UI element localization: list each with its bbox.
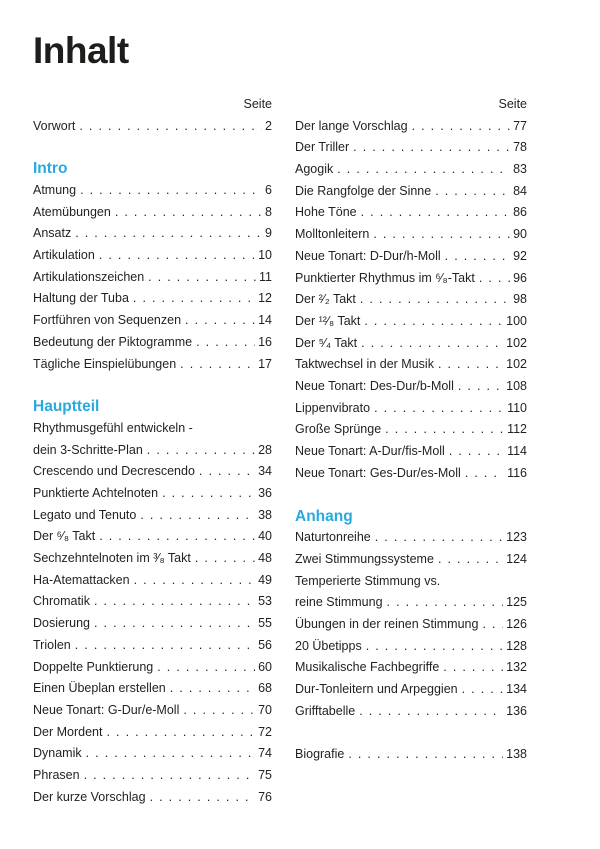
- toc-entry: [33, 526, 272, 548]
- page-number: 78: [513, 140, 527, 155]
- toc-entry-label: Der lange Vorschlag: [295, 118, 408, 133]
- toc-columns: [33, 94, 528, 808]
- page-number: 49: [258, 572, 272, 587]
- toc-entry-label: Rhythmusgefühl entwickeln -: [33, 420, 193, 435]
- toc-entry-label: Neue Tonart: D-Dur/h-Moll: [295, 248, 441, 263]
- toc-entry-label: Musikalische Fachbegriffe: [295, 660, 440, 675]
- page-number: 132: [506, 660, 527, 675]
- toc-entry-label: Temperierte Stimmung vs.: [295, 573, 441, 588]
- dot-leader: [170, 678, 255, 700]
- toc-entry: [33, 461, 272, 483]
- toc-block: [33, 116, 272, 138]
- page-number: 83: [513, 162, 527, 176]
- toc-entry-label: Chromatik: [33, 594, 90, 609]
- toc-entry: [295, 419, 527, 441]
- page-number: 70: [258, 702, 272, 717]
- page-number: 6: [265, 182, 272, 197]
- toc-entry-label: Dur-Tonleitern und Arpeggien: [295, 682, 458, 697]
- dot-leader: [337, 159, 510, 181]
- section-heading-anhang: Anhang: [295, 507, 353, 525]
- dot-leader: [196, 332, 255, 354]
- toc-entry-label: Die Rangfolge der Sinne: [295, 183, 432, 198]
- page-number: 114: [507, 444, 527, 459]
- toc-entry: [295, 289, 527, 311]
- toc-entry: [33, 570, 272, 592]
- page-number: 96: [513, 270, 527, 285]
- toc-entry: [33, 743, 272, 765]
- dot-leader: [458, 376, 503, 398]
- toc-entry: [33, 505, 272, 527]
- dot-leader: [385, 419, 504, 441]
- page-number: 128: [506, 638, 527, 653]
- page-number: 98: [513, 292, 527, 307]
- toc-entry: [33, 180, 272, 202]
- toc-entry: [295, 636, 527, 658]
- dot-leader: [443, 657, 503, 679]
- toc-entry-label: Der ⁵⁄₄ Takt: [295, 335, 358, 350]
- toc-entry: [295, 246, 527, 268]
- toc-entry-label: Der ¹²⁄₈ Takt: [295, 313, 361, 328]
- toc-entry: [33, 635, 272, 657]
- toc-entry: [33, 202, 272, 224]
- toc-entry-label: Punktierter Rhythmus im ⁶⁄₈-Takt: [295, 270, 475, 285]
- section-heading-hauptteil: Hauptteil: [33, 398, 100, 416]
- page-number: 125: [506, 595, 527, 610]
- toc-entry: [33, 722, 272, 744]
- toc-entry-label: Sechzehntelnoten im ³⁄₈ Takt: [33, 551, 191, 566]
- toc-entry-label: Naturtonreihe: [295, 530, 371, 545]
- page-number: 112: [507, 422, 527, 437]
- dot-leader: [435, 181, 510, 203]
- toc-entry: [33, 310, 272, 332]
- dot-leader: [465, 463, 504, 485]
- page-number: 126: [506, 616, 527, 631]
- toc-entry: [295, 614, 527, 636]
- toc-entry-label: Artikulation: [33, 248, 95, 262]
- page-number: 90: [513, 227, 527, 242]
- toc-entry: [295, 592, 527, 614]
- dot-leader: [195, 548, 255, 570]
- toc-entry: [295, 311, 527, 333]
- dot-leader: [180, 354, 255, 376]
- toc-entry-label: Agogik: [295, 162, 334, 176]
- page-number: 84: [513, 183, 527, 198]
- toc-entry-label: Einen Übeplan erstellen: [33, 681, 166, 696]
- dot-leader: [84, 765, 256, 787]
- toc-entry-label: Biografie: [295, 747, 345, 762]
- page-number: 102: [506, 357, 527, 372]
- dot-leader: [375, 527, 503, 549]
- dot-leader: [373, 224, 510, 246]
- toc-entry: [33, 787, 272, 809]
- toc-entry: [295, 657, 527, 679]
- page-number: 55: [258, 616, 272, 631]
- toc-entry: [33, 613, 272, 635]
- toc-entry: [295, 527, 527, 549]
- toc-entry: [33, 657, 272, 679]
- dot-leader: [183, 700, 255, 722]
- toc-block: [295, 744, 527, 766]
- toc-entry-label: Phrasen: [33, 768, 80, 783]
- toc-entry: [295, 441, 527, 463]
- dot-leader: [482, 614, 503, 636]
- toc-entry: [33, 591, 272, 613]
- toc-entry-label: Legato und Tenuto: [33, 507, 137, 522]
- toc-column-right-entries: [295, 116, 527, 767]
- toc-entry: [33, 354, 272, 376]
- dot-leader: [438, 549, 503, 571]
- dot-leader: [80, 180, 262, 202]
- page-number: 72: [258, 724, 272, 739]
- toc-entry: [33, 245, 272, 267]
- toc-entry-label: Crescendo und Decrescendo: [33, 464, 195, 479]
- toc-entry-label: Grifftabelle: [295, 703, 356, 718]
- toc-entry: [33, 288, 272, 310]
- toc-column-left: [33, 94, 272, 808]
- toc-entry-label: Der ⁶⁄₈ Takt: [33, 529, 96, 544]
- page-number: 56: [258, 637, 272, 652]
- toc-entry: [295, 202, 527, 224]
- toc-entry: [33, 483, 272, 505]
- toc-entry-line1: [33, 418, 272, 440]
- dot-leader: [140, 505, 255, 527]
- toc-entry-label: Triolen: [33, 637, 71, 652]
- toc-block: [295, 116, 527, 485]
- page-number: 16: [258, 334, 272, 349]
- dot-leader: [361, 333, 503, 355]
- toc-block: [295, 506, 527, 723]
- dot-leader: [412, 116, 511, 138]
- dot-leader: [348, 744, 503, 766]
- toc-entry-label: Neue Tonart: A-Dur/fis-Moll: [295, 444, 445, 459]
- column-header-seite-left: Seite: [243, 97, 272, 111]
- page-number: 8: [265, 204, 272, 219]
- toc-entry: [295, 463, 527, 485]
- toc-entry-label: Neue Tonart: G-Dur/e-Moll: [33, 702, 180, 717]
- page-number: 92: [513, 248, 527, 263]
- page-number: 48: [258, 551, 272, 566]
- toc-entry-label: Übungen in der reinen Stimmung: [295, 616, 479, 631]
- page-number: 110: [507, 400, 527, 415]
- toc-entry-label: Tägliche Einspielübungen: [33, 356, 177, 371]
- dot-leader: [185, 310, 255, 332]
- toc-column-left-entries: [33, 116, 272, 809]
- toc-entry: [33, 116, 272, 138]
- page-number: 53: [258, 594, 272, 609]
- page-number: 9: [265, 226, 272, 241]
- page-number: 2: [265, 118, 272, 133]
- toc-entry-line1: [295, 571, 527, 593]
- dot-leader: [106, 722, 255, 744]
- dot-leader: [79, 116, 262, 138]
- toc-entry-label: Der Mordent: [33, 724, 103, 739]
- page-number: 123: [506, 530, 527, 545]
- page-number: 76: [258, 789, 272, 804]
- dot-leader: [99, 245, 255, 267]
- dot-leader: [148, 267, 256, 289]
- page-number: 10: [258, 248, 272, 262]
- toc-entry-label: Haltung der Tuba: [33, 291, 129, 306]
- toc-entry: [33, 678, 272, 700]
- dot-leader: [462, 679, 504, 701]
- dot-leader: [162, 483, 255, 505]
- page-number: 14: [258, 313, 272, 328]
- page-number: 17: [258, 356, 272, 371]
- toc-entry-label: Atemübungen: [33, 204, 111, 219]
- dot-leader: [387, 592, 504, 614]
- toc-entry-label: Lippenvibrato: [295, 400, 371, 415]
- dot-leader: [360, 289, 510, 311]
- toc-entry: [295, 549, 527, 571]
- page-number: 116: [507, 465, 527, 480]
- page-number: 34: [258, 464, 272, 479]
- toc-entry: [33, 548, 272, 570]
- toc-entry-label: Punktierte Achtelnoten: [33, 485, 159, 500]
- page-number: 68: [258, 681, 272, 696]
- toc-entry-label: 20 Übetipps: [295, 638, 362, 653]
- dot-leader: [199, 461, 255, 483]
- toc-entry-label: Neue Tonart: Ges-Dur/es-Moll: [295, 465, 461, 480]
- page-number: 138: [506, 747, 527, 762]
- dot-leader: [134, 570, 256, 592]
- toc-entry-label: Dynamik: [33, 746, 82, 761]
- dot-leader: [445, 246, 510, 268]
- dot-leader: [438, 354, 503, 376]
- toc-entry: [33, 223, 272, 245]
- toc-entry-label: Neue Tonart: Des-Dur/b-Moll: [295, 379, 454, 394]
- toc-entry-label: Der kurze Vorschlag: [33, 789, 146, 804]
- toc-entry: [33, 267, 272, 289]
- page-number: 40: [258, 529, 272, 544]
- toc-entry: [295, 137, 527, 159]
- toc-column-right: [295, 94, 527, 808]
- dot-leader: [75, 635, 255, 657]
- toc-entry: [295, 333, 527, 355]
- page-number: 108: [506, 379, 527, 394]
- toc-block: [33, 158, 272, 375]
- toc-entry: [295, 268, 527, 290]
- section-heading-intro: Intro: [33, 160, 68, 178]
- page-number: 100: [506, 313, 527, 328]
- dot-leader: [75, 223, 262, 245]
- dot-leader: [147, 440, 255, 462]
- toc-entry-label: Hohe Töne: [295, 205, 357, 220]
- dot-leader: [479, 268, 510, 290]
- page-number: 136: [506, 703, 527, 718]
- toc-block: [33, 396, 272, 808]
- page-number: 77: [513, 118, 527, 133]
- dot-leader: [359, 701, 503, 723]
- dot-leader: [366, 636, 503, 658]
- toc-entry-label: Bedeutung der Piktogramme: [33, 334, 193, 349]
- dot-leader: [353, 137, 510, 159]
- toc-entry-label: Atmung: [33, 182, 77, 197]
- toc-entry-label: Taktwechsel in der Musik: [295, 357, 434, 372]
- toc-entry-label: Zwei Stimmungssysteme: [295, 551, 434, 566]
- dot-leader: [99, 526, 255, 548]
- page-number: 124: [506, 551, 527, 566]
- toc-entry-label: Vorwort: [33, 118, 76, 133]
- toc-entry: [295, 376, 527, 398]
- dot-leader: [133, 288, 255, 310]
- toc-entry: [33, 440, 272, 462]
- toc-entry: [295, 159, 527, 181]
- dot-leader: [115, 202, 262, 224]
- toc-entry-label: dein 3-Schritte-Plan: [33, 442, 143, 457]
- page-number: 60: [258, 659, 272, 674]
- toc-entry-label: Molltonleitern: [295, 227, 370, 242]
- toc-entry-label: Fortführen von Sequenzen: [33, 313, 182, 328]
- page-number: 11: [259, 269, 272, 284]
- page-number: 36: [258, 485, 272, 500]
- column-header-seite-right: Seite: [498, 97, 527, 111]
- dot-leader: [449, 441, 504, 463]
- toc-entry: [295, 679, 527, 701]
- toc-entry-label: Artikulationszeichen: [33, 269, 145, 284]
- toc-entry-label: reine Stimmung: [295, 595, 383, 610]
- dot-leader: [374, 398, 504, 420]
- dot-leader: [157, 657, 255, 679]
- toc-entry: [295, 398, 527, 420]
- toc-entry: [33, 765, 272, 787]
- toc-entry: [295, 116, 527, 138]
- toc-entry-label: Der ²⁄₂ Takt: [295, 292, 356, 307]
- page-number: 74: [258, 746, 272, 761]
- page-number: 75: [258, 768, 272, 783]
- page-number: 102: [506, 335, 527, 350]
- toc-entry-label: Doppelte Punktierung: [33, 659, 154, 674]
- toc-entry-label: Dosierung: [33, 616, 90, 631]
- dot-leader: [94, 613, 255, 635]
- toc-entry-label: Ha-Atemattacken: [33, 572, 130, 587]
- toc-entry: [295, 701, 527, 723]
- toc-entry-label: Ansatz: [33, 226, 72, 241]
- page-number: 28: [258, 442, 272, 457]
- dot-leader: [94, 591, 255, 613]
- toc-entry: [33, 332, 272, 354]
- page-number: 86: [513, 205, 527, 220]
- page-number: 12: [258, 291, 272, 306]
- toc-entry-label: Der Triller: [295, 140, 350, 155]
- page-number: 134: [506, 682, 527, 697]
- dot-leader: [86, 743, 255, 765]
- dot-leader: [150, 787, 256, 809]
- dot-leader: [364, 311, 503, 333]
- toc-entry: [295, 224, 527, 246]
- toc-entry-label: Große Sprünge: [295, 422, 382, 437]
- dot-leader: [361, 202, 510, 224]
- toc-entry: [295, 354, 527, 376]
- toc-entry: [33, 700, 272, 722]
- page-title: Inhalt: [33, 30, 129, 71]
- page-number: 38: [258, 507, 272, 522]
- toc-entry: [295, 744, 527, 766]
- toc-entry: [295, 181, 527, 203]
